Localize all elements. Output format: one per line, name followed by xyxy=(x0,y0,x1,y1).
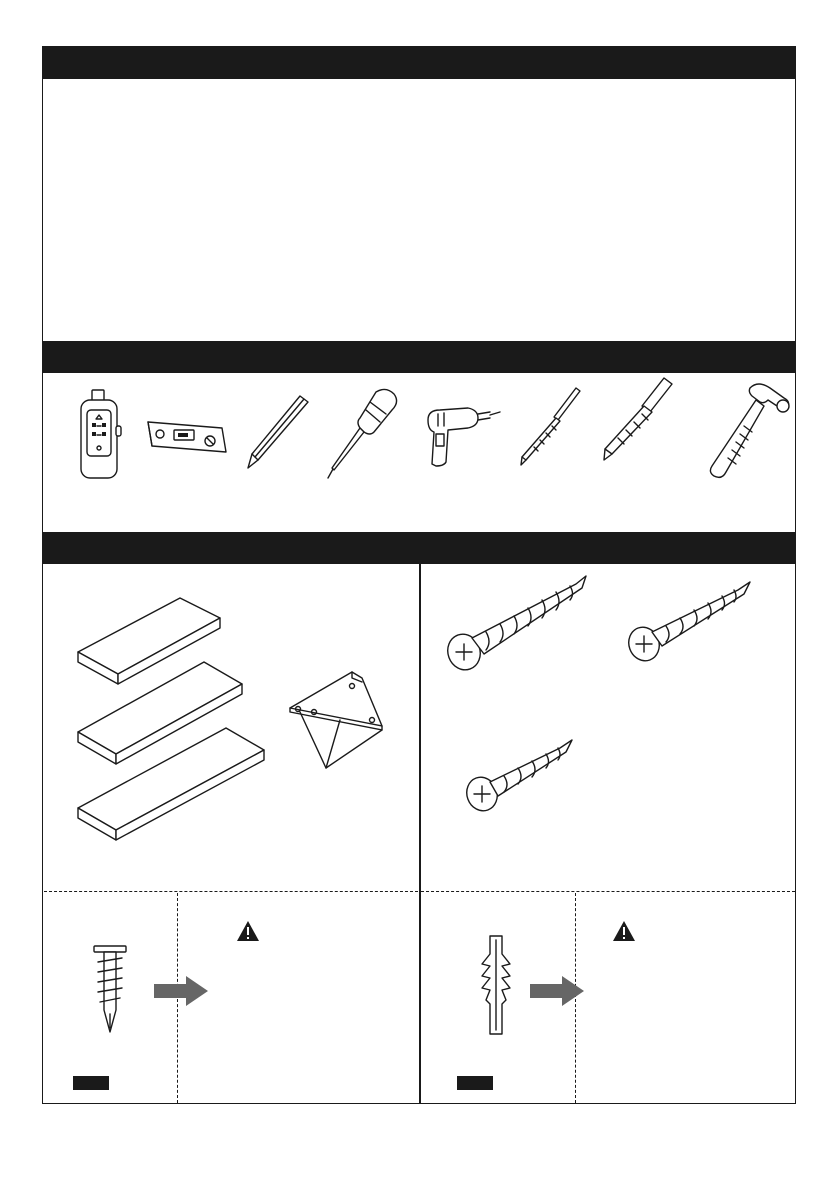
spirit-level-icon xyxy=(146,414,228,456)
screw-large-icon xyxy=(446,572,596,676)
dashed-separator-right xyxy=(421,891,795,892)
hardware-header-title xyxy=(421,532,796,548)
dashed-separator-left xyxy=(44,891,418,892)
instructions-header-bar xyxy=(42,46,796,79)
section-divider xyxy=(419,532,421,1104)
hardware-header-bar xyxy=(421,532,796,564)
pencil-icon xyxy=(244,394,310,470)
shelf-boards-icon xyxy=(70,594,270,842)
label-tag xyxy=(457,1076,493,1090)
drill-bit-small-icon xyxy=(518,386,584,468)
warning-icon xyxy=(612,920,636,942)
tools-header-title xyxy=(42,341,796,357)
tools-header-bar xyxy=(42,341,796,373)
warning-icon xyxy=(236,920,260,942)
screw-medium-icon xyxy=(626,580,756,668)
hammer-icon xyxy=(706,382,792,484)
arrow-right-icon xyxy=(530,976,584,1006)
label-tag xyxy=(73,1076,109,1090)
screw-small-icon xyxy=(464,738,576,818)
screwdriver-icon xyxy=(324,388,398,480)
drill-icon xyxy=(422,404,502,468)
arrow-right-icon xyxy=(154,976,208,1006)
instructions-header-title xyxy=(42,46,796,62)
parts-header-bar xyxy=(42,532,419,564)
parts-header-title xyxy=(42,532,419,548)
shelf-bracket-icon xyxy=(286,668,396,772)
stud-finder-icon xyxy=(78,388,124,480)
plastic-anchor-icon xyxy=(476,934,516,1038)
drill-bit-large-icon xyxy=(600,376,676,462)
drywall-anchor-icon xyxy=(92,944,128,1036)
